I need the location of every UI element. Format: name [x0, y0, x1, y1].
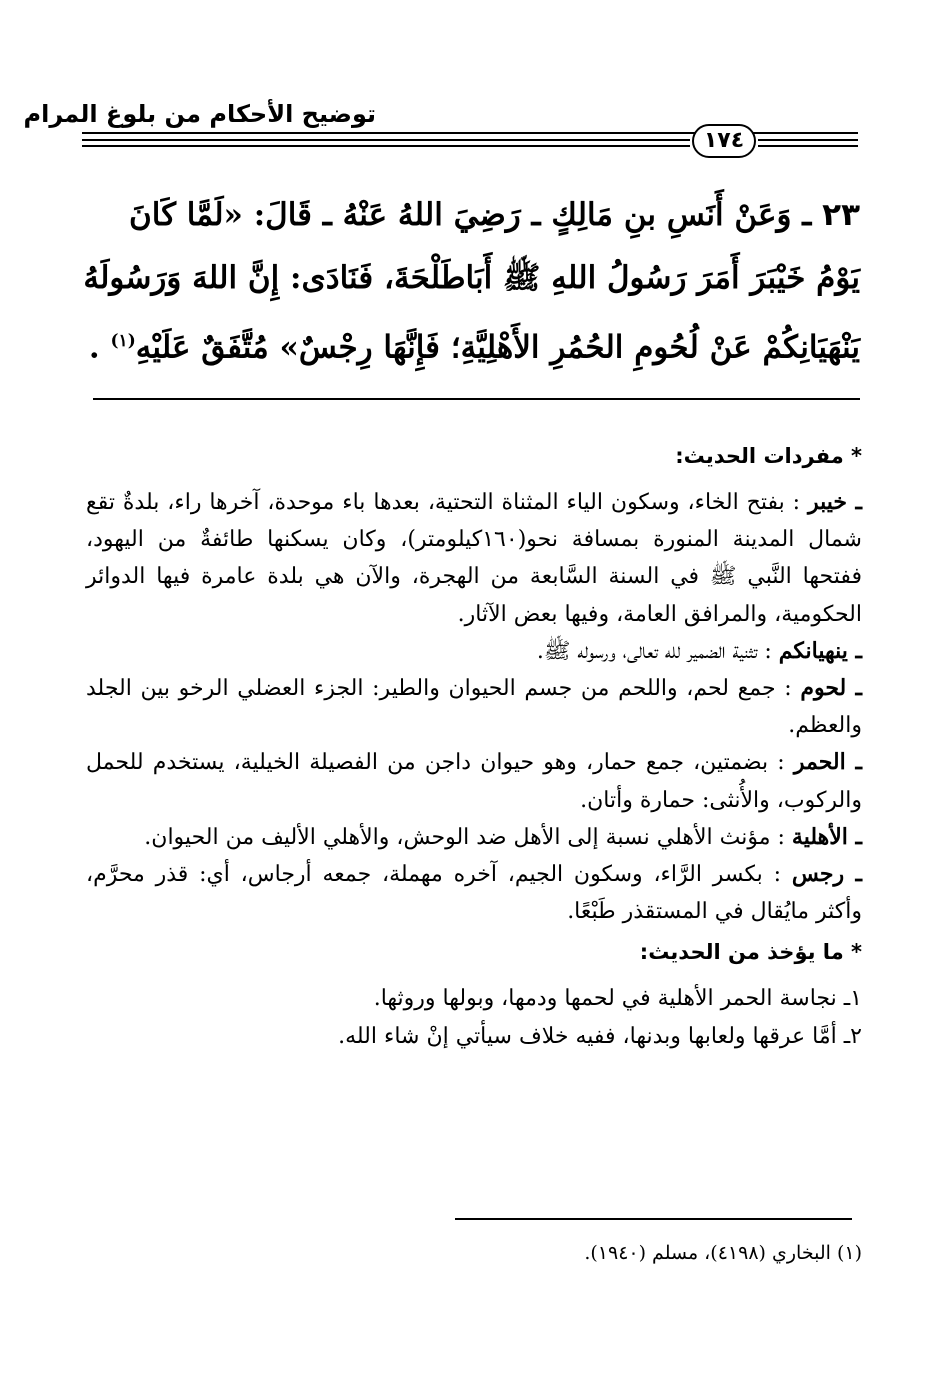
benefits-heading: * ما يؤخذ من الحديث:: [639, 940, 862, 965]
vocab-entry: ـ الحمر : بضمتين، جمع حمار، وهو حيوان داجن من الفصيلة الخيلية، يستخدم للحمل والركوب، والأُنثى: حمارة وأتان.: [86, 749, 862, 813]
vocab-entry: ـ خيبر : بفتح الخاء، وسكون الياء المثناة التحتية، بعدها باء موحدة، آخرها راء، بلدةٌ تقع شمال المدينة المنورة بمسافة نحو(١٦٠كيلومتر)، وكان يسكنها طائفةٌ من اليهود، ففتحها النَّبي ﷺ في السنة السَّابعة من الهجرة، والآن هي بلدة عامرة فيها الدوائر الحكومية، والمرافق العامة، وفيها بعض الآثار.: [86, 489, 862, 627]
vocab-entry: ـ الأهلية : مؤنث الأهلي نسبة إلى الأهل ضد الوحش، والأهلي الأليف من الحيوان.: [144, 823, 862, 850]
benefit-item: ١ـ نجاسة الحمر الأهلية في لحمها ودمها، وبولها وروثها.: [373, 986, 862, 1012]
vocab-entry: ـ لحوم : جمع لحم، واللحم من جسم الحيوان والطير: الجزء العضلي الرخو بين الجلد والعظم.: [86, 675, 862, 739]
running-header-title: توضيح الأحكام من بلوغ المرام: [23, 100, 376, 128]
footnote-rule: [455, 1218, 852, 1220]
vocab-heading: * مفردات الحديث:: [675, 444, 862, 468]
page-number: ١٧٤: [692, 124, 756, 158]
footnote-reference: (١): [110, 331, 136, 351]
header-rule-right-2: [758, 145, 858, 147]
hadith-line-3: يَنْهَيَانِكُمْ عَنْ لُحُومِ الحُمُرِ الأَهْلِيَّةِ؛ فَإِنَّهَا رِجْسٌ» مُتَّفَقٌ عَلَيْهِ$^{(١)}$ .: [88, 329, 860, 366]
footnote: (١) البخاري (٤١٩٨)، مسلم (١٩٤٠).: [584, 1242, 862, 1264]
hadith-text: [83, 184, 860, 379]
benefit-item: ٢ـ أمَّا عرقها ولعابها وبدنها، ففيه خلاف سيأتي إنْ شاء الله.: [338, 1023, 862, 1049]
header-rule-left-2: [82, 145, 690, 147]
section-separator: [93, 398, 860, 400]
vocab-entry: ـ رجس : بكسر الرَّاء، وسكون الجيم، آخره مهملة، جمعه أرجاس، أي: قذر محرَّم، وأكثر مايُقال في المستقذر طَبْعًا.: [86, 861, 862, 925]
hadith-number: ٢٣: [822, 197, 860, 233]
header-rule-left-1: [82, 139, 690, 141]
vocab-entry: ـ ينهيانكم : تثنية الضمير لله تعالى، ورسوله ﷺ.: [536, 637, 862, 664]
hadith-line-1: ٢٣ ـ وَعَنْ أَنَسِ بنِ مَالِكٍ ـ رَضِيَ اللهُ عَنْهُ ـ قَالَ: «لَمَّا كَانَ: [128, 197, 860, 233]
hadith-line-2: يَوْمُ خَيْبَرَ أَمَرَ رَسُولُ اللهِ ﷺ أَبَاطَلْحَةَ، فَنَادَى: إِنَّ اللهَ وَرَسُولَهُ: [83, 260, 860, 296]
header-rule-right-1: [758, 139, 858, 141]
commentary: [86, 438, 862, 1055]
